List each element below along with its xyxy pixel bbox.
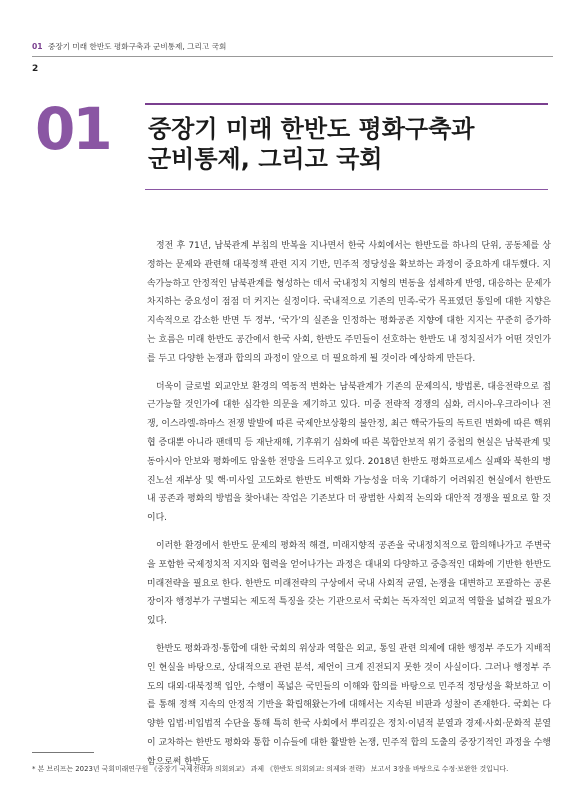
chapter-number: 01 <box>35 95 110 163</box>
running-header-number: 01 <box>32 42 43 51</box>
running-header <box>32 41 226 52</box>
body-paragraph: 한반도 평화과정·통합에 대한 국회의 위상과 역할은 외교, 통일 관련 의제에 대한 행정부 주도가 지배적인 현실을 바탕으로, 상대적으로 관련 분석, 제언이 크게 진전되지 못한 것이 사실이다. 그러나 행정부 주도의 대외·대북정책 입안, 수행이 폭넓은 국민들의 이해와 합의를 바탕으로 민주적 정당성을 확보하고 이를 통해 정책 지속의 안정적 기반을 확립해왔는가에 대해서는 지속된 비판과 성찰이 존재한다. 국회는 다양한 입법·비입법적 수단을 통해 특히 한국 사회에서 뿌리깊은 정치·이념적 분열과 경제·사회·문화적 분열이 교차하는 한반도 평화와 통합 이슈들에 대한 활발한 논쟁, 민주적 합의 도출의 중장기적인 과정을 수행함으로써 한반도 <box>147 643 551 767</box>
body-paragraph: 이러한 환경에서 한반도 문제의 평화적 해결, 미래지향적 공존을 국내정치적으로 합의해나가고 주변국을 포함한 국제정치적 지지와 협력을 얻어나가는 과정은 대내외 다양하고 중층적인 대화에 기반한 한반도 미래전략을 필요로 한다. 한반도 미래전략의 구상에서 국내 사회적 균열, 논쟁을 대변하고 포괄하는 공론장이자 행정부가 구별되는 제도적 특징을 갖는 기관으로서 국회는 독자적인 외교적 역할을 넓혀갈 필요가 있다. <box>147 540 551 627</box>
chapter-title-bottom-rule <box>145 189 548 190</box>
chapter-title-top-rule <box>145 103 548 105</box>
running-header-title: 중장기 미래 한반도 평화구축과 군비통제, 그리고 국회 <box>48 42 227 51</box>
body-text <box>147 237 551 781</box>
body-paragraph: 정전 후 71년, 남북관계 부침의 반복을 지나면서 한국 사회에서는 한반도를 하나의 단위, 공동체를 상정하는 문제와 관련해 대북정책 관련 지지 기반, 민주적 정당성을 확보하는 과정이 중요하게 대두했다. 지속가능하고 안정적인 남북관계를 형성하는 데서 국내정치 지형의 변동을 섬세하게 반영, 대응하는 문제가 차지하는 중요성이 점점 더 커지는 실정이다. 국내적으로 기존의 민족-국가 목표였던 통일에 대한 지향은 지속적으로 감소한 반면 두 정부, ‘국가’의 실존을 인정하는 평화공존 지향에 대한 지지는 꾸준히 증가하는 흐름은 미래 한반도 공간에서 한국 사회, 한반도 주민들이 선호하는 한반도 내 정치질서가 어떤 것인가를 두고 다양한 논쟁과 합의의 과정이 앞으로 더 필요하게 될 것이라 예상하게 만든다. <box>147 241 551 364</box>
body-paragraph: 더욱이 글로벌 외교안보 환경의 역동적 변화는 남북관계가 기존의 문제의식, 방법론, 대응전략으로 접근가능할 것인가에 대한 심각한 의문을 제기하고 있다. 미중 전략적 경쟁의 심화, 러시아-우크라이나 전쟁, 이스라엘-하마스 전쟁 발발에 따른 국제안보상황의 불안정, 최근 핵국가들의 독트린 변화에 따른 핵위협 증대뿐 아니라 팬데믹 등 재난재해, 기후위기 심화에 따른 복합안보적 위기 중첩의 현실은 남북관계 및 동아시아 안보와 평화에도 암울한 전망을 드리우고 있다. 2018년 한반도 평화프로세스 실패와 북한의 병진노선 재부상 및 핵·미사일 고도화로 한반도 비핵화 가능성을 더욱 기대하기 어려워진 현실에서 한반도 내 공존과 평화의 방법을 찾아내는 작업은 기존보다 더 광범한 사회적 논의와 대안적 경쟁을 필요로 할 것이다. <box>147 381 551 524</box>
chapter-title <box>148 114 548 174</box>
footnote-divider <box>32 752 94 753</box>
footnote: * 본 브리프는 2023년 국회미래연구원 《중장기 국제전략과 의회외교》 과제 《한반도 의회외교: 의제와 전략》 보고서 3장을 바탕으로 수정·보완한 것입니다. <box>32 765 509 773</box>
chapter-title-line-2: 군비통제, 그리고 국회 <box>148 145 383 173</box>
page-number: 2 <box>32 64 39 74</box>
chapter-title-line-1: 중장기 미래 한반도 평화구축과 <box>148 115 475 143</box>
header-divider <box>32 56 553 57</box>
